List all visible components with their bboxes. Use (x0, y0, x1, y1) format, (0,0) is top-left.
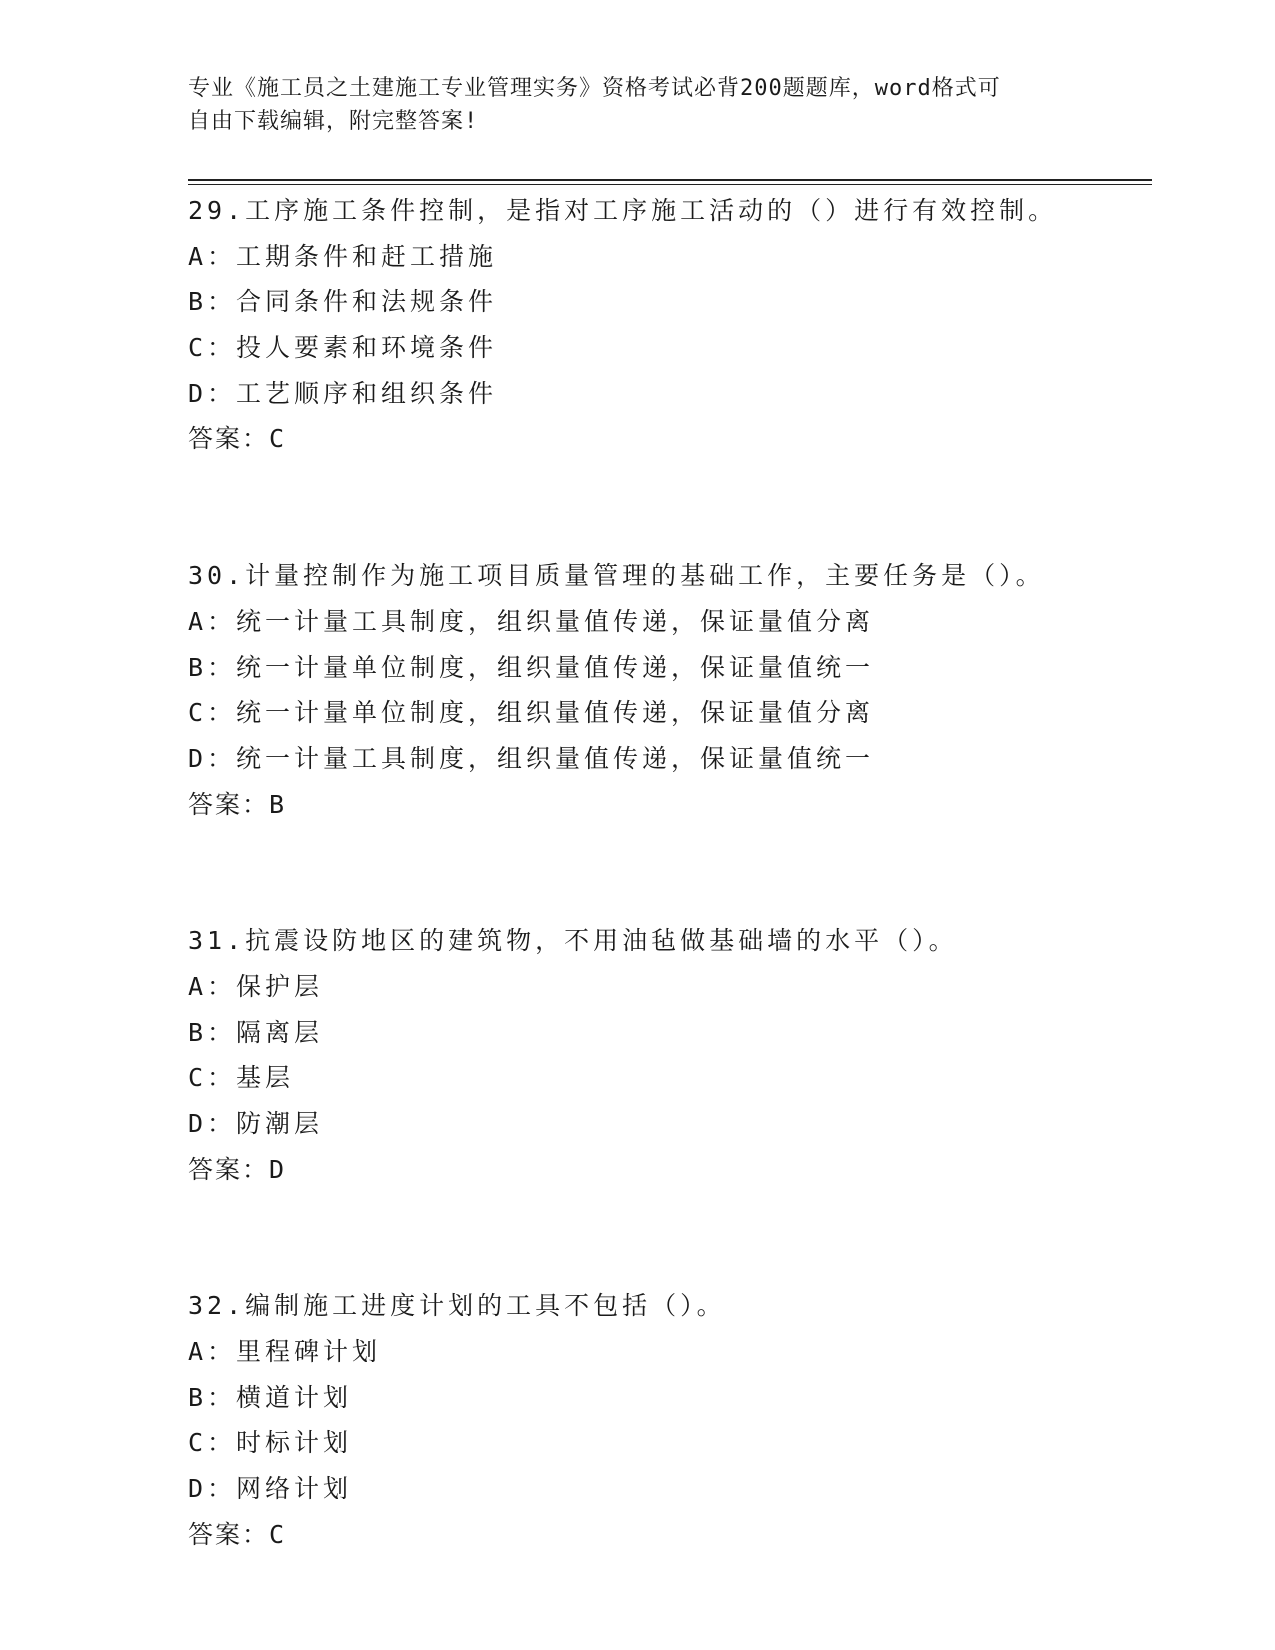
question-stem: 29.工序施工条件控制，是指对工序施工活动的（）进行有效控制。 (188, 196, 1058, 225)
option-d: D：网络计划 (188, 1474, 353, 1504)
option-a: A：统一计量工具制度，组织量值传递，保证量值分离 (188, 606, 875, 636)
header-rule-thin (188, 184, 1152, 185)
question-31 (188, 918, 1188, 1192)
question-stem: 32.编制施工进度计划的工具不包括（）。 (188, 1291, 726, 1321)
option-d: D：防潮层 (188, 1109, 324, 1138)
question-list (188, 188, 1188, 1558)
header-line-1: 专业《施工员之土建施工专业管理实务》资格考试必背200题题库，word格式可 (188, 76, 1001, 101)
option-b: B：统一计量单位制度，组织量值传递，保证量值统一 (188, 652, 875, 682)
header-line-2: 自由下载编辑，附完整答案! (188, 109, 479, 134)
option-a: A：工期条件和赶工措施 (188, 241, 498, 271)
option-c: C：时标计划 (188, 1428, 353, 1458)
option-c: C：基层 (188, 1063, 295, 1093)
question-29 (188, 188, 1188, 462)
answer: 答案：C (188, 424, 287, 454)
header-rule-thick (188, 179, 1152, 181)
option-b: B：隔离层 (188, 1017, 324, 1047)
option-b: B：横道计划 (188, 1382, 353, 1412)
answer: 答案：C (188, 1519, 287, 1549)
question-stem: 30.计量控制作为施工项目质量管理的基础工作，主要任务是（）。 (188, 561, 1045, 591)
question-30 (188, 553, 1188, 827)
option-d: D：工艺顺序和组织条件 (188, 378, 498, 408)
option-a: A：里程碑计划 (188, 1337, 382, 1367)
question-stem: 31.抗震设防地区的建筑物，不用油毡做基础墙的水平（）。 (188, 926, 958, 956)
answer: 答案：D (188, 1154, 287, 1184)
option-a: A：保护层 (188, 971, 324, 1001)
option-c: C：投人要素和环境条件 (188, 333, 498, 363)
option-d: D：统一计量工具制度，组织量值传递，保证量值统一 (188, 743, 875, 773)
option-b: B：合同条件和法规条件 (188, 287, 498, 317)
question-32 (188, 1283, 1188, 1557)
option-c: C：统一计量单位制度，组织量值传递，保证量值分离 (188, 698, 875, 728)
answer: 答案：B (188, 789, 287, 819)
document-header (188, 72, 1088, 138)
